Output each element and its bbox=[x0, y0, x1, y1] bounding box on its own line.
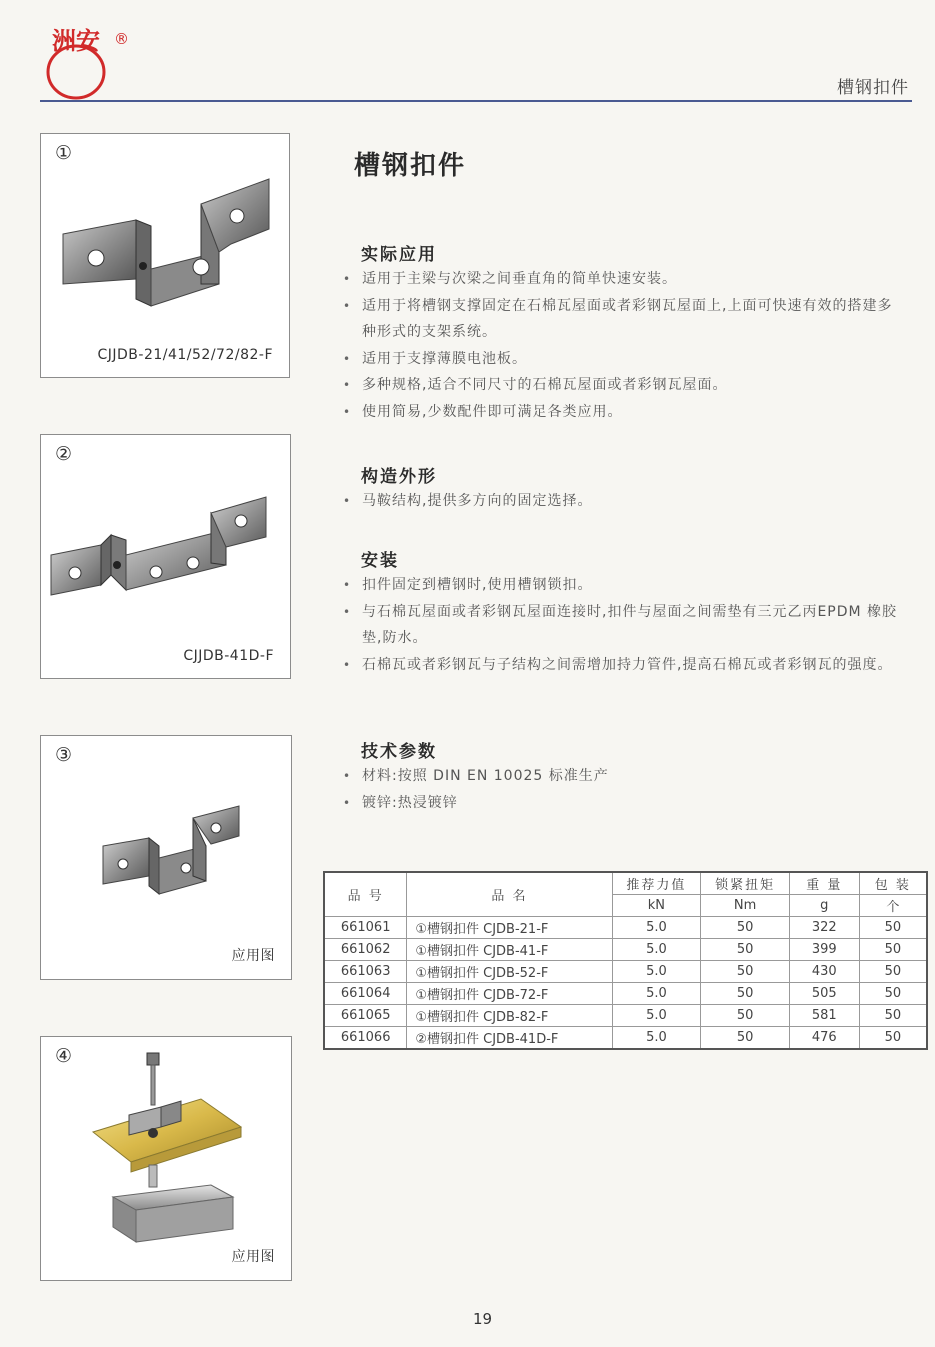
figure-2-caption: CJJDB-41D-F bbox=[183, 648, 274, 664]
table-cell: 50 bbox=[859, 917, 927, 939]
figure-2 bbox=[40, 434, 291, 679]
table-cell: 50 bbox=[859, 1005, 927, 1027]
table-cell: 50 bbox=[701, 1005, 790, 1027]
figure-1-caption: CJJDB-21/41/52/72/82-F bbox=[97, 347, 273, 363]
table-cell: 50 bbox=[859, 1027, 927, 1050]
list-item: • 材料:按照 DIN EN 10025 标准生产 bbox=[343, 763, 903, 790]
table-cell: 5.0 bbox=[612, 1005, 701, 1027]
header-item-no: 品 号 bbox=[324, 872, 407, 917]
table-header-row bbox=[324, 872, 927, 895]
header-item-name: 品 名 bbox=[407, 872, 612, 917]
table-cell: 661066 bbox=[324, 1027, 407, 1050]
section-heading-installation: 安装 bbox=[361, 551, 399, 571]
table-cell: ②槽钢扣件 CJDB-41D-F bbox=[407, 1027, 612, 1050]
table-cell: 5.0 bbox=[612, 939, 701, 961]
table-cell: 50 bbox=[859, 939, 927, 961]
figure-1 bbox=[40, 133, 290, 378]
table-cell: ①槽钢扣件 CJDB-52-F bbox=[407, 961, 612, 983]
section-heading-structure: 构造外形 bbox=[361, 467, 437, 487]
brand-logo bbox=[44, 22, 108, 100]
list-item: • 适用于支撑薄膜电池板。 bbox=[343, 346, 903, 373]
section-heading-specs: 技术参数 bbox=[361, 742, 437, 762]
table-cell: 5.0 bbox=[612, 961, 701, 983]
table-cell: 430 bbox=[789, 961, 859, 983]
table-cell: 50 bbox=[859, 961, 927, 983]
figure-2-number: ② bbox=[55, 443, 73, 465]
list-item: • 适用于将槽钢支撑固定在石棉瓦屋面或者彩钢瓦屋面上,上面可快速有效的搭建多种形式的支架系统。 bbox=[343, 293, 903, 346]
list-item: • 多种规格,适合不同尺寸的石棉瓦屋面或者彩钢瓦屋面。 bbox=[343, 372, 903, 399]
figure-4-caption: 应用图 bbox=[231, 1249, 275, 1265]
table-cell: 5.0 bbox=[612, 1027, 701, 1050]
table-body bbox=[324, 917, 927, 1050]
table-cell: 476 bbox=[789, 1027, 859, 1050]
table-cell: 50 bbox=[701, 983, 790, 1005]
list-item: • 镀锌:热浸镀锌 bbox=[343, 790, 903, 817]
table-cell: 50 bbox=[701, 961, 790, 983]
table-cell: ①槽钢扣件 CJDB-21-F bbox=[407, 917, 612, 939]
header-divider bbox=[40, 100, 912, 102]
bracket-image-2 bbox=[41, 435, 290, 678]
table-row bbox=[324, 1027, 927, 1050]
section-heading-application: 实际应用 bbox=[361, 245, 437, 265]
table-row bbox=[324, 917, 927, 939]
header-package: 包 装 bbox=[859, 872, 927, 895]
list-item: • 扣件固定到槽钢时,使用槽钢锁扣。 bbox=[343, 572, 903, 599]
header-section-title: 槽钢扣件 bbox=[837, 78, 909, 98]
bracket-image-1 bbox=[41, 134, 289, 377]
table-cell: 661062 bbox=[324, 939, 407, 961]
unit-weight: g bbox=[789, 895, 859, 917]
table-row bbox=[324, 983, 927, 1005]
header-torque: 锁紧扭矩 bbox=[701, 872, 790, 895]
table-cell: 322 bbox=[789, 917, 859, 939]
figure-3-caption: 应用图 bbox=[231, 948, 275, 964]
table-cell: 50 bbox=[701, 939, 790, 961]
table-cell: 581 bbox=[789, 1005, 859, 1027]
table-cell: 661063 bbox=[324, 961, 407, 983]
table-cell: 50 bbox=[859, 983, 927, 1005]
table-cell: 50 bbox=[701, 917, 790, 939]
page-title: 槽钢扣件 bbox=[354, 151, 467, 181]
list-item: • 与石棉瓦屋面或者彩钢瓦屋面连接时,扣件与屋面之间需垫有三元乙丙EPDM 橡胶垫,防水。 bbox=[343, 599, 903, 652]
application-list bbox=[343, 266, 903, 425]
unit-torque: Nm bbox=[701, 895, 790, 917]
header-force: 推荐力值 bbox=[612, 872, 701, 895]
table-row bbox=[324, 961, 927, 983]
structure-list bbox=[343, 488, 903, 515]
list-item: • 使用简易,少数配件即可满足各类应用。 bbox=[343, 399, 903, 426]
figure-3-number: ③ bbox=[55, 744, 73, 766]
table-cell: ①槽钢扣件 CJDB-82-F bbox=[407, 1005, 612, 1027]
table-cell: ①槽钢扣件 CJDB-72-F bbox=[407, 983, 612, 1005]
list-item: • 适用于主梁与次梁之间垂直角的简单快速安装。 bbox=[343, 266, 903, 293]
header-weight: 重 量 bbox=[789, 872, 859, 895]
logo-text: 洲安 bbox=[52, 27, 100, 55]
page-number: 19 bbox=[472, 1310, 493, 1328]
list-item: • 马鞍结构,提供多方向的固定选择。 bbox=[343, 488, 903, 515]
table-cell: 505 bbox=[789, 983, 859, 1005]
bracket-image-3 bbox=[41, 736, 291, 979]
unit-package: 个 bbox=[859, 895, 927, 917]
figure-1-number: ① bbox=[55, 142, 73, 164]
figure-4 bbox=[40, 1036, 292, 1281]
table-cell: 5.0 bbox=[612, 983, 701, 1005]
figure-4-number: ④ bbox=[55, 1045, 73, 1067]
table-cell: 661064 bbox=[324, 983, 407, 1005]
spec-table bbox=[323, 871, 928, 1050]
table-row bbox=[324, 1005, 927, 1027]
figure-3 bbox=[40, 735, 292, 980]
table-cell: 661061 bbox=[324, 917, 407, 939]
table-cell: 50 bbox=[701, 1027, 790, 1050]
list-item: • 石棉瓦或者彩钢瓦与子结构之间需增加持力管件,提高石棉瓦或者彩钢瓦的强度。 bbox=[343, 652, 903, 679]
table-row bbox=[324, 939, 927, 961]
table-cell: 399 bbox=[789, 939, 859, 961]
table-cell: ①槽钢扣件 CJDB-41-F bbox=[407, 939, 612, 961]
application-image bbox=[41, 1037, 291, 1280]
unit-force: kN bbox=[612, 895, 701, 917]
installation-list bbox=[343, 572, 903, 678]
table-cell: 5.0 bbox=[612, 917, 701, 939]
registered-mark: ® bbox=[114, 30, 129, 48]
specs-list bbox=[343, 763, 903, 816]
table-cell: 661065 bbox=[324, 1005, 407, 1027]
